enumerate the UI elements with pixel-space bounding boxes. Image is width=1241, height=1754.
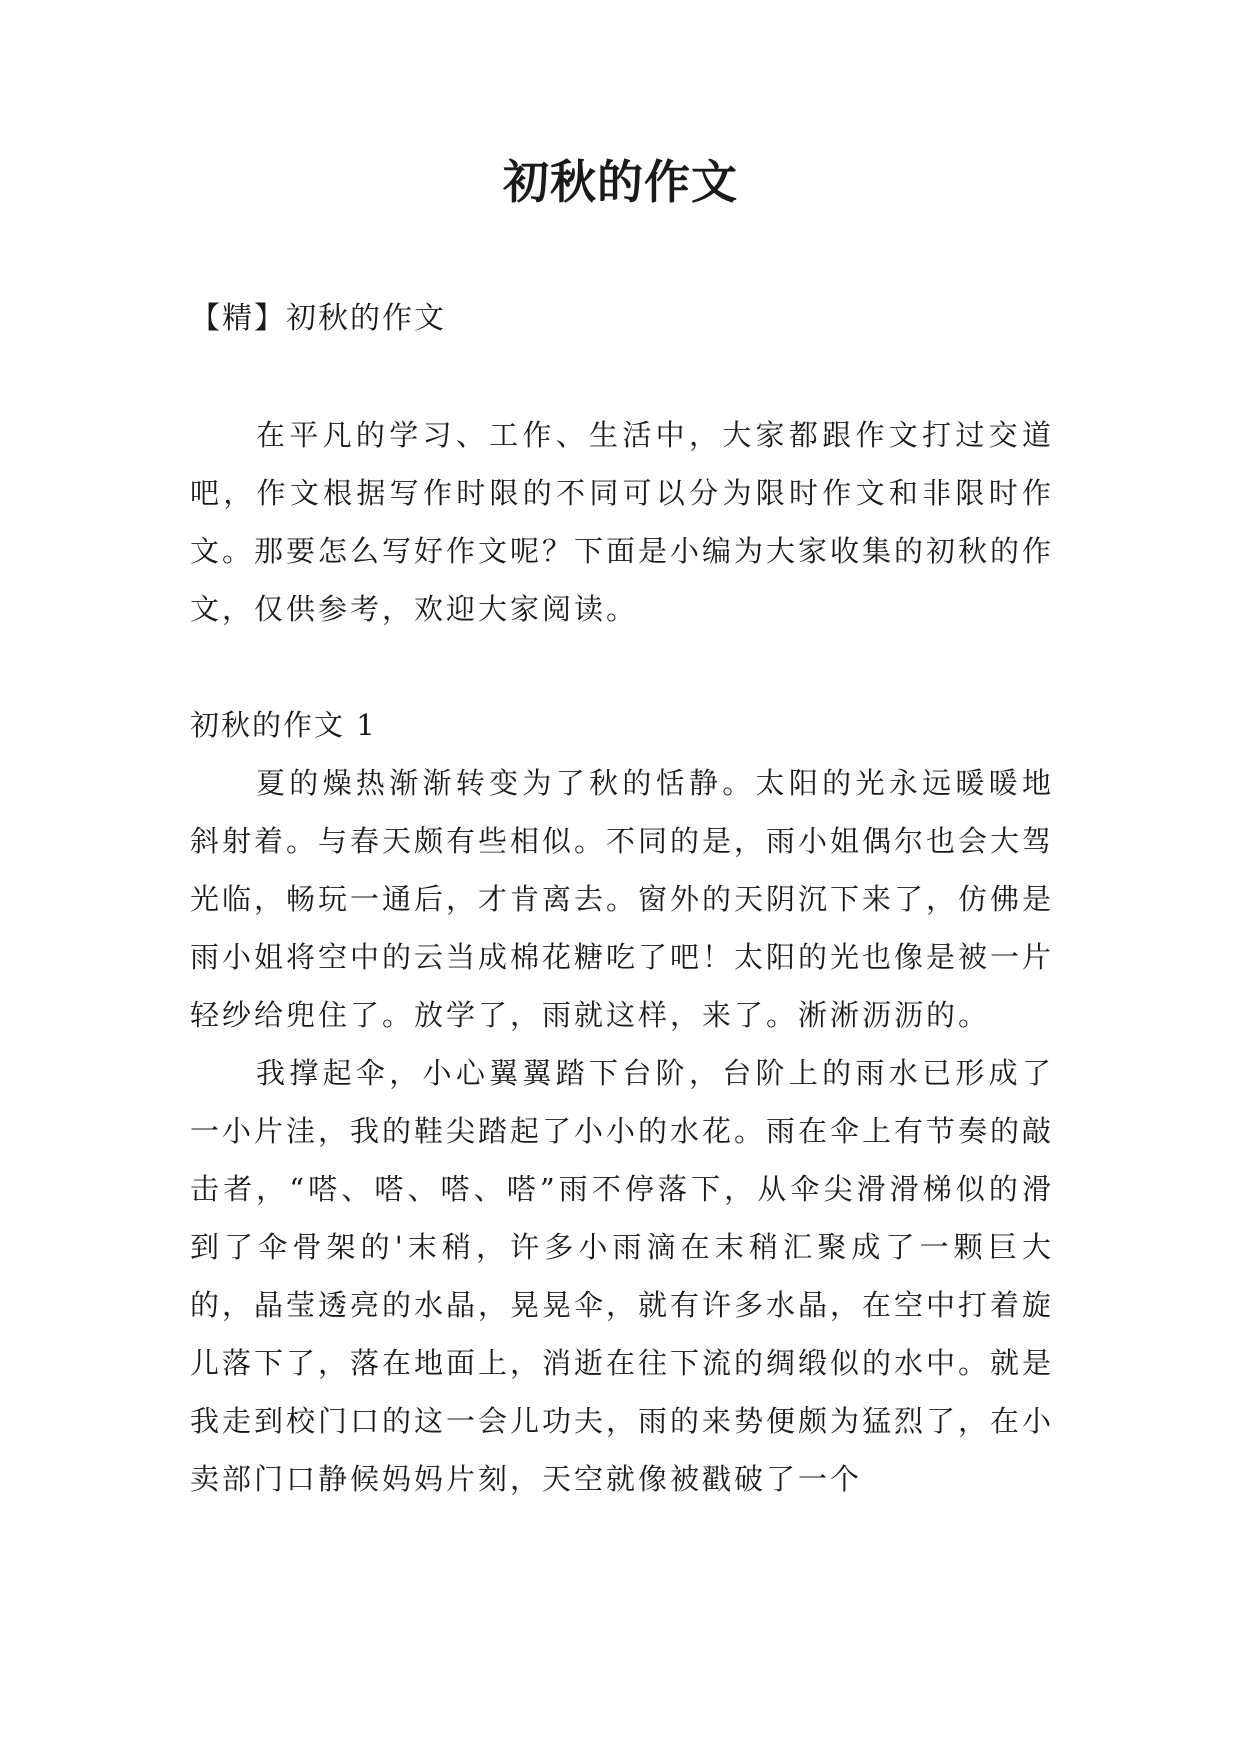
section-heading: 初秋的作文 1	[190, 708, 377, 742]
document-title: 初秋的作文	[503, 155, 738, 209]
document-body	[190, 290, 1054, 1508]
body-paragraph-2: 我撑起伞，小心翼翼踏下台阶，台阶上的雨水已形成了一小片洼，我的鞋尖踏起了小小的水花。雨在伞上有节奏的敲击者，“嗒、嗒、嗒、嗒”雨不停落下，从伞尖滑滑梯似的滑到了伞骨架的'末稍，许多小雨滴在末稍汇聚成了一颗巨大的，晶莹透亮的水晶，晃晃伞，就有许多水晶，在空中打着旋儿落下了，落在地面上，消逝在往下流的绸缎似的水中。就是我走到校门口的这一会儿功夫，雨的来势便颇为猛烈了，在小卖部门口静候妈妈片刻，天空就像被戳破了一个	[190, 1056, 1055, 1496]
body-paragraph-1: 夏的燥热渐渐转变为了秋的恬静。太阳的光永远暖暖地斜射着。与春天颇有些相似。不同的是，雨小姐偶尔也会大驾光临，畅玩一通后，才肯离去。窗外的天阴沉下来了，仿佛是雨小姐将空中的云当成棉花糖吃了吧！太阳的光也像是被一片轻纱给兜住了。放学了，雨就这样，来了。淅淅沥沥的。	[190, 766, 1055, 1032]
document-subtitle: 【精】初秋的作文	[190, 301, 446, 336]
intro-paragraph: 在平凡的学习、工作、生活中，大家都跟作文打过交道吧，作文根据写作时限的不同可以分为限时作文和非限时作文。那要怎么写好作文呢？下面是小编为大家收集的初秋的作文，仅供参考，欢迎大家阅读。	[190, 418, 1055, 626]
